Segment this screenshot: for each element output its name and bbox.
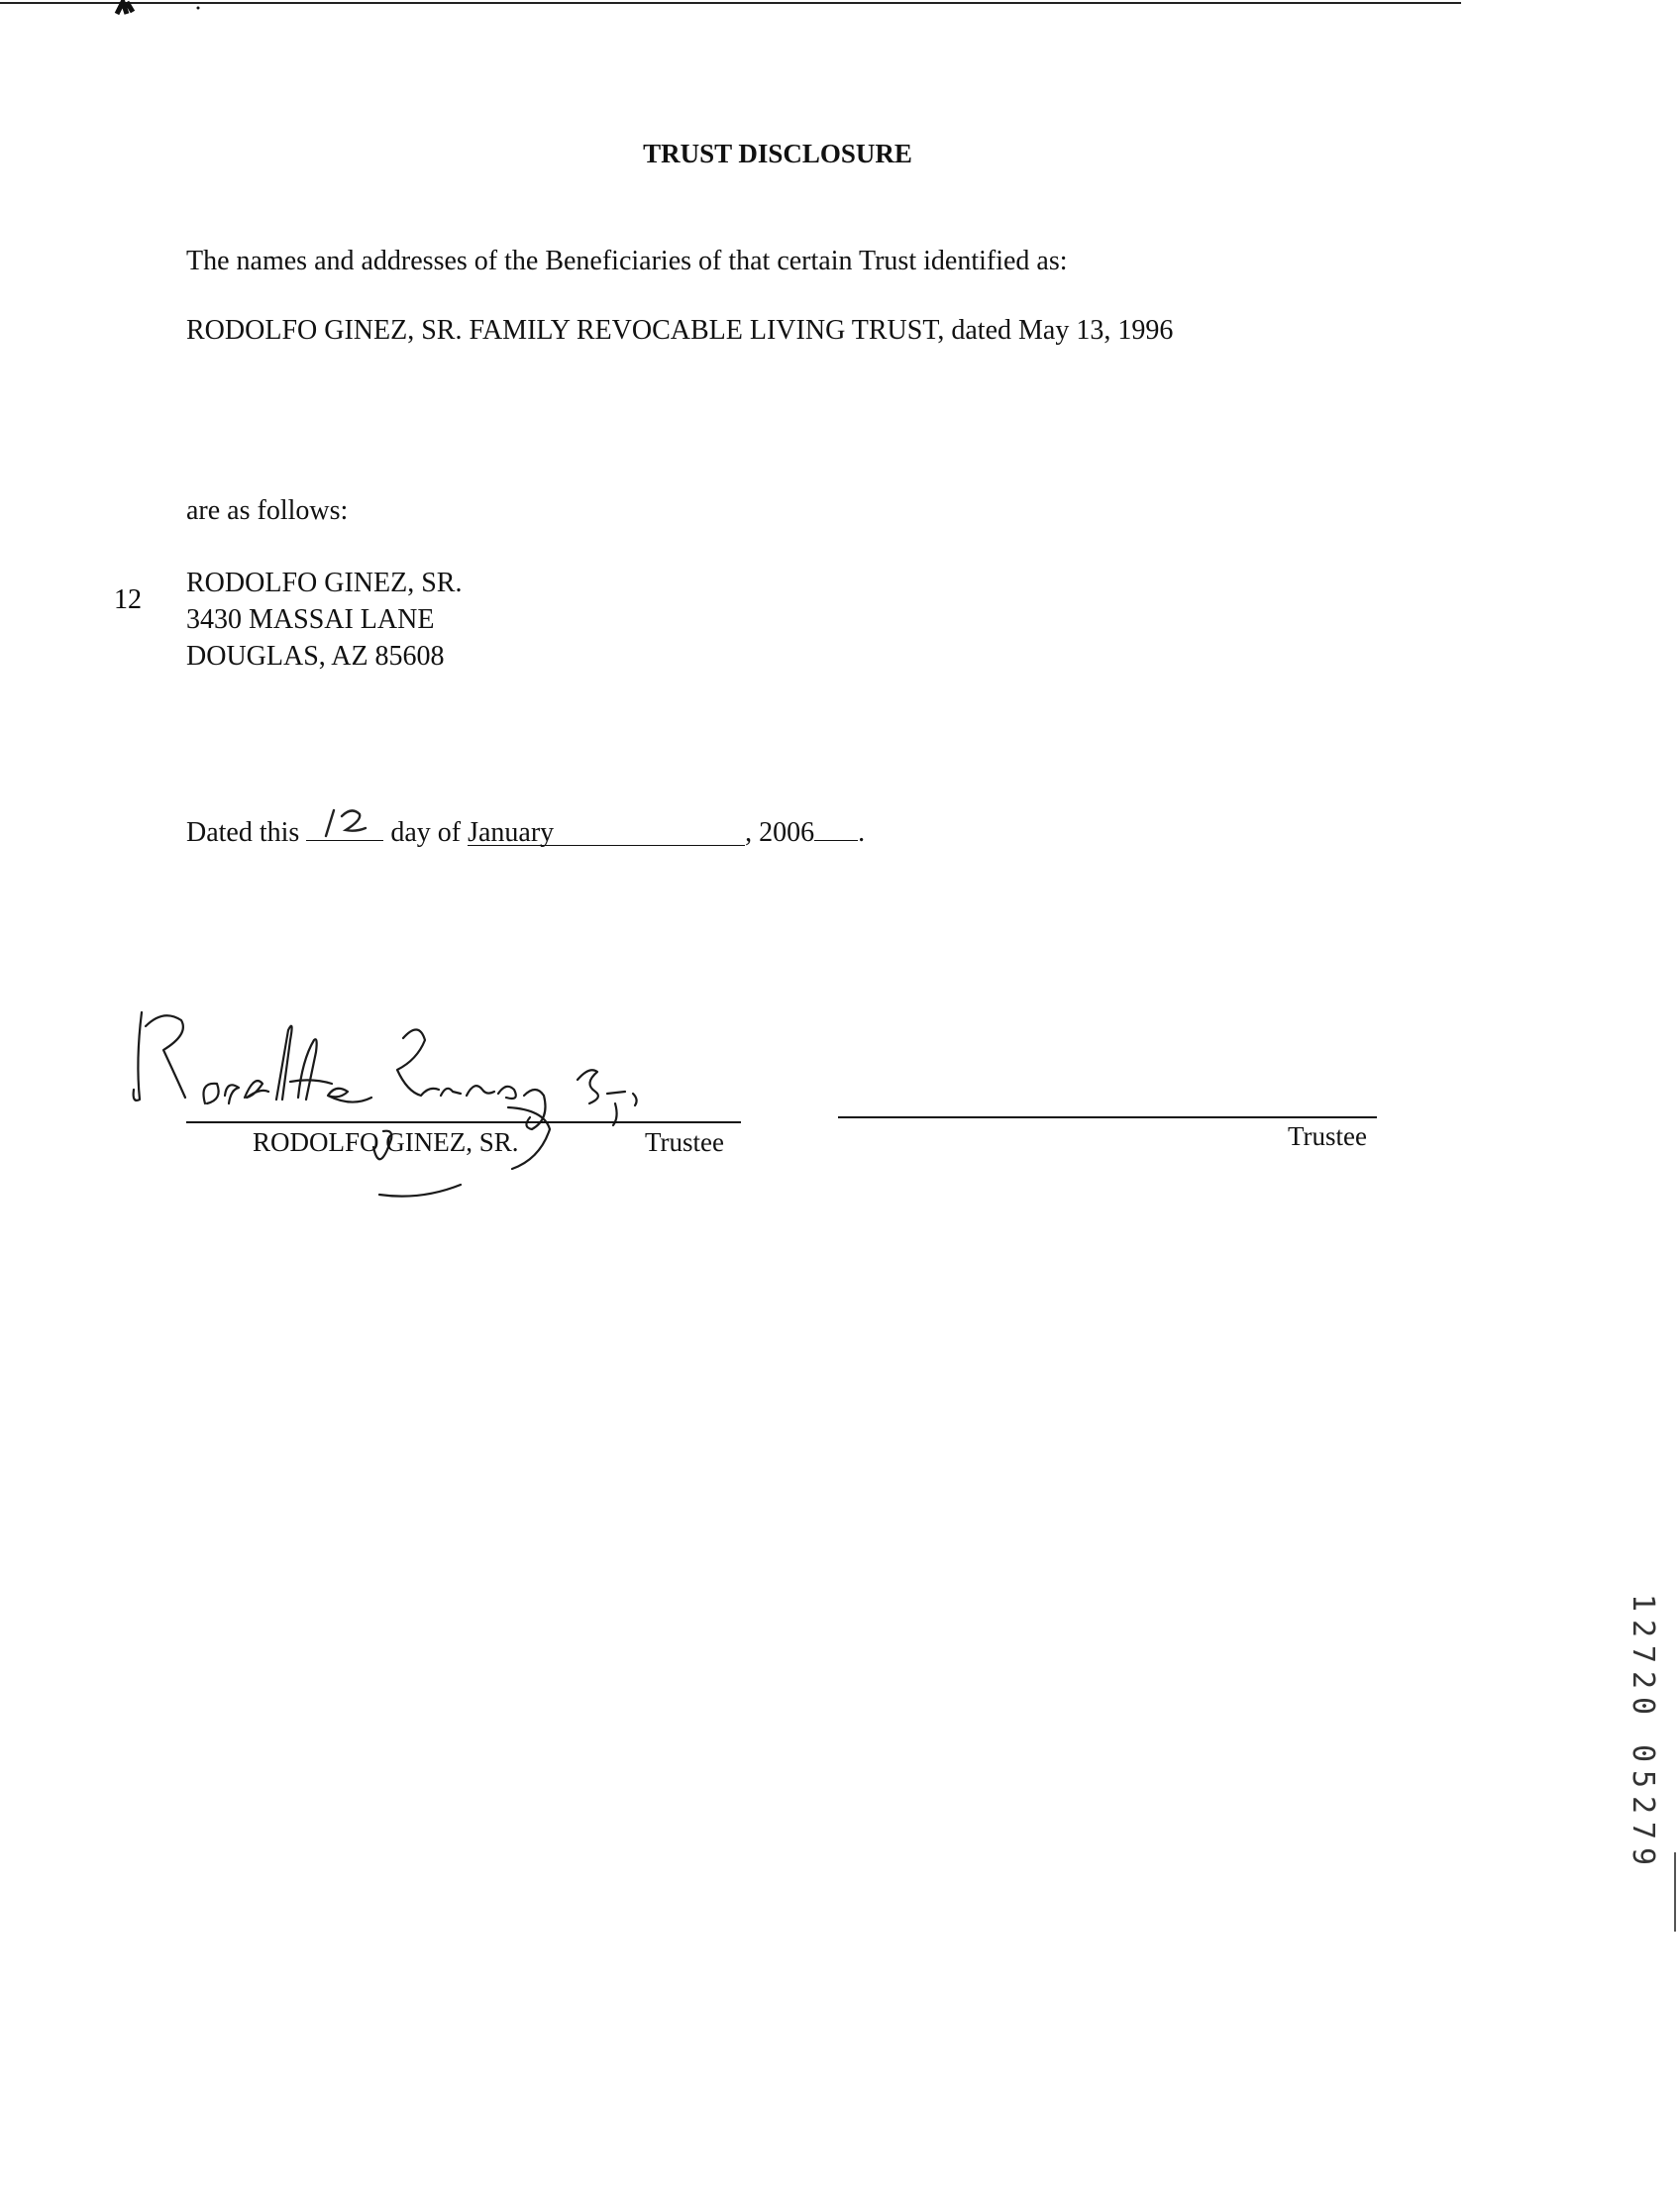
scan-mark-icon <box>109 0 208 22</box>
scan-top-border <box>0 2 1461 4</box>
svg-text:12: 12 <box>114 584 143 615</box>
trustee2-signature-line <box>838 1116 1377 1118</box>
batch-digit: 2 <box>1626 1619 1660 1638</box>
year-value: , 2006 <box>745 817 815 848</box>
beneficiary-address <box>186 565 462 675</box>
month-value: January <box>468 817 555 848</box>
year-blank <box>814 812 858 841</box>
beneficiary-street: 3430 MASSAI LANE <box>186 604 435 635</box>
trustee1-signature-line <box>186 1121 741 1123</box>
batch-digit: 7 <box>1626 1821 1660 1840</box>
batch-number-stamp <box>1623 1590 1662 1869</box>
batch-digit: 0 <box>1626 1696 1660 1716</box>
dated-end: . <box>858 817 866 848</box>
batch-digit: 2 <box>1626 1795 1660 1815</box>
scan-edge-mark <box>1674 1852 1676 1932</box>
trustee1-name: RODOLFO GINEZ, SR. <box>253 1127 519 1157</box>
batch-digit: 7 <box>1626 1644 1660 1664</box>
dated-prefix: Dated this <box>186 817 300 848</box>
month-blank <box>468 817 745 846</box>
trust-name: RODOLFO GINEZ, SR. FAMILY REVOCABLE LIVING TRUST, dated May 13, 1996 <box>186 315 1174 346</box>
batch-digit: 0 <box>1626 1743 1660 1763</box>
intro-text: The names and addresses of the Beneficiaries of that certain Trust identified as: <box>186 246 1068 276</box>
beneficiary-city: DOUGLAS, AZ 85608 <box>186 641 445 672</box>
dated-mid: day of <box>390 817 462 848</box>
handwritten-signature <box>124 1000 758 1199</box>
follows-text: are as follows: <box>186 495 349 526</box>
batch-digit: 9 <box>1626 1846 1660 1866</box>
trustee2-role: Trustee <box>1288 1121 1368 1151</box>
batch-digit: 2 <box>1626 1670 1660 1690</box>
batch-digit: 5 <box>1626 1769 1660 1789</box>
document-title: TRUST DISCLOSURE <box>643 139 912 168</box>
trustee1-role: Trustee <box>645 1127 725 1157</box>
beneficiary-name: RODOLFO GINEZ, SR. <box>186 568 463 598</box>
batch-digit: 1 <box>1626 1593 1660 1613</box>
